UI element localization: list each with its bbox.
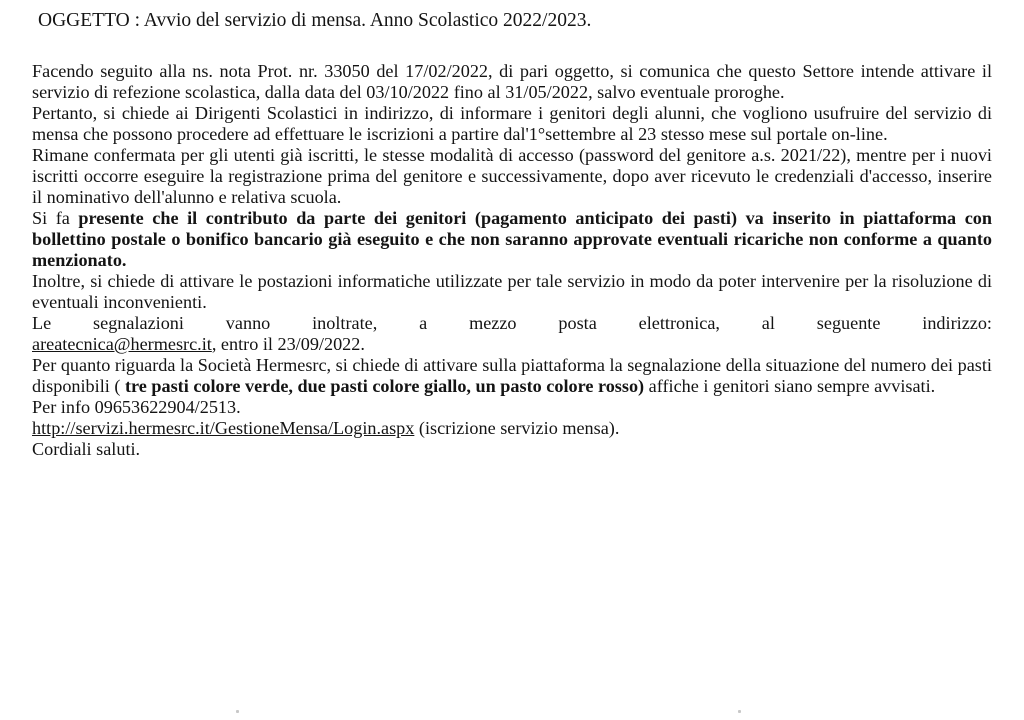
scan-speck [236,710,239,713]
payment-notice-bold: presente che il contributo da parte dei genitori (pagamento anticipato dei pasti) va inserito in piattaforma con bollettino postale o bonifico bancario già eseguito e che non saranno approvate eventuali ricariche non conforme a quanto menzionato. [32,208,992,270]
paragraph-payment-notice [32,208,992,271]
paragraph-enrollment-info: Pertanto, si chiede ai Dirigenti Scolastici in indirizzo, di informare i genitori degli alunni, che vogliono usufruire del servizio di mensa che possono procedere ad effettuare le iscrizioni a partire dal'1°settembre al 23 stesso mese sul portale on-line. [32,103,992,144]
paragraph-closing: Cordiali saluti. [32,439,141,459]
hermesrc-tail: affiche i genitori siano sempre avvisati. [644,376,936,396]
paragraph-reports: Le segnalazioni vanno inoltrate, a mezzo posta elettronica, al seguente indirizzo: [32,313,992,333]
hermesrc-meal-colors: tre pasti colore verde, due pasti colore giallo, un pasto colore rosso) [124,376,645,396]
portal-url-link[interactable]: http://servizi.hermesrc.it/GestioneMensa/Login.aspx [32,418,415,438]
paragraph-email [32,334,992,355]
email-link[interactable]: areatecnica@hermesrc.it [32,334,212,354]
paragraph-info-phone: Per info 09653622904/2513. [32,397,241,417]
paragraph-access-modes: Rimane confermata per gli utenti già iscritti, le stesse modalità di accesso (password del genitore a.s. 2021/22), mentre per i nuovi iscritti occorre eseguire la registrazione prima del genitore e successivamente, dopo aver ricevuto le credenziali d'accesso, inserire il nominativo dell'alunno e relativa scuola. [32,145,992,207]
portal-url-note: (iscrizione servizio mensa). [414,418,620,438]
paragraph-workstations: Inoltre, si chiede di attivare le postazioni informatiche utilizzate per tale servizio in modo da poter intervenire per la risoluzione di eventuali inconvenienti. [32,271,992,312]
paragraph-reference-note: Facendo seguito alla ns. nota Prot. nr. 33050 del 17/02/2022, di pari oggetto, si comunica che questo Settore intende attivare il servizio di refezione scolastica, dalla data del 03/10/2022 fino al 31/05/2022, salvo eventuale proroghe. [32,61,992,102]
payment-notice-lead: Si fa [32,208,79,228]
subject-line: OGGETTO : Avvio del servizio di mensa. Anno Scolastico 2022/2023. [38,10,592,31]
letter-body [32,61,992,460]
hermesrc-lead: Per quanto riguarda la Società Hermesrc, si chiede di attivare sulla piattaforma la segnalazione della situazione del numero dei pasti disponibili ( [32,355,992,396]
scan-speck [738,710,741,713]
paragraph-hermesrc [32,355,992,397]
paragraph-portal-link [32,418,992,439]
email-deadline: , entro il 23/09/2022. [211,334,365,354]
